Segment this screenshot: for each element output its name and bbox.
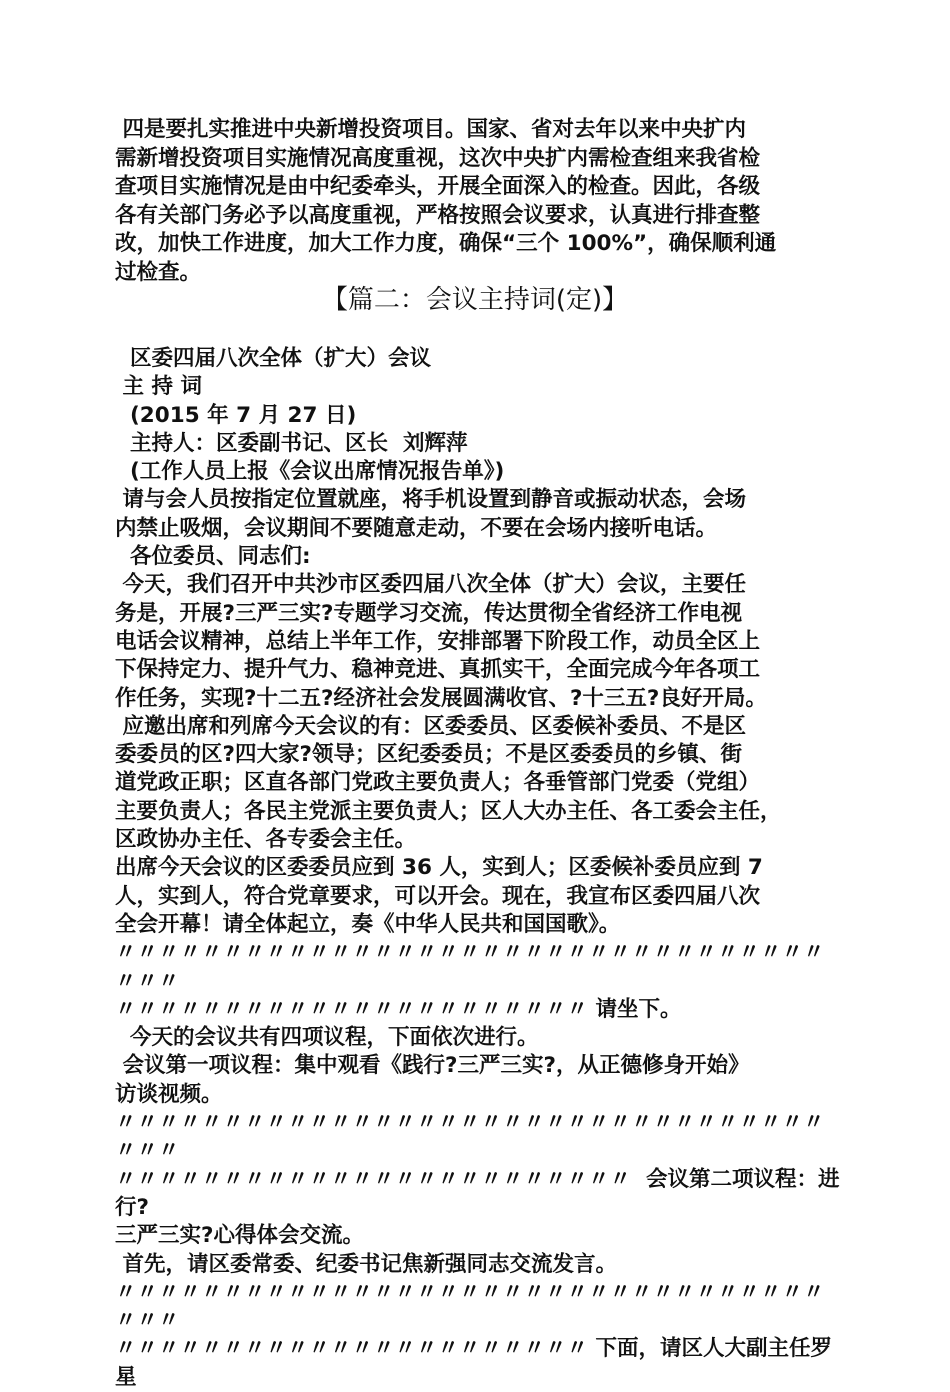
intro-paragraph: 四是要扎实推进中央新增投资项目。国家、省对去年以来中央扩内 需新增投资项目实施情况高度重视，这次中央扩内需检查组来我省检 查项目实施情况是由中纪委牵头，开展全面深入的检查。因此，各级 各有关部门务必予以高度重视，严格按照会议要求，认真进行排查整 改，加快工作进度，加大工作力度，确保“三个 100%”，确保顺利通 过检查。	[115, 117, 777, 285]
section-title: 【篇二：会议主持词(定)】	[321, 285, 629, 315]
host-speech-body: 区委四届八次全体（扩大）会议 主 持 词 (2015 年 7 月 27 日) 主持人：区委副书记、区长 刘辉萍 (工作人员上报《会议出席情况报告单》) 请与会人员按指定位置就座，将手机设置到静音或振动状态，会场 内禁止吸烟，会议期间不要随意走动，不要在会场内接听电话。 各位委员、同志们: 今天，我们召开中共沙市区委四届八次全体（扩大）会议，主要任 务是，开展?三严三实?专题学习交流，传达贯彻全省经济工作电视 电话会议精神，总结上半年工作，安排部署下阶段工作，动员全区上 下保持定力、提升气力、稳神竞进、真抓实干，全面完成今年各项工 作任务，实现?十二五?经济社会发展圆满收官、?十三五?良好开局。 应邀出席和列席今天会议的有：区委委员、区委候补委员、不是区 委委员的区?四大家?领导；区纪委委员；不是区委委员的乡镇、街 道党政正职；区直各部门党政主要负责人；各垂管部门党委（党组） 主要负责人；各民主党派主要负责人；区人大办主任、各工委会主任， 区政协办主任、各专委会主任。 出席今天会议的区委委员应到 36 人，实到人；区委候补委员应到 7 人，实到人，符合党章要求，可以开会。现在，我宣布区委四届八次 全会开幕！请全体起立，奏《中华人民共和国国歌》。 〃〃〃〃〃〃〃〃〃〃〃〃〃〃〃〃〃〃〃〃〃〃〃〃〃〃〃〃〃〃〃〃〃〃〃〃 〃〃〃〃〃〃〃〃〃〃〃〃〃〃〃〃〃〃〃〃〃〃 请坐下。 今天的会议共有四项议程，下面依次进行。 会议第一项议程：集中观看《践行?三严三实?，从正德修身开始》 访谈视频。 〃〃〃〃〃〃〃〃〃〃〃〃〃〃〃〃〃〃〃〃〃〃〃〃〃〃〃〃〃〃〃〃〃〃〃〃 〃〃〃〃〃〃〃〃〃〃〃〃〃〃〃〃〃〃〃〃〃〃〃〃 会议第二项议程：进行? 三严三实?心得体会交流。 首先，请区委常委、纪委书记焦新强同志交流发言。 〃〃〃〃〃〃〃〃〃〃〃〃〃〃〃〃〃〃〃〃〃〃〃〃〃〃〃〃〃〃〃〃〃〃〃〃 〃〃〃〃〃〃〃〃〃〃〃〃〃〃〃〃〃〃〃〃〃〃 下面，请区人大副主任罗星	[115, 346, 840, 1390]
